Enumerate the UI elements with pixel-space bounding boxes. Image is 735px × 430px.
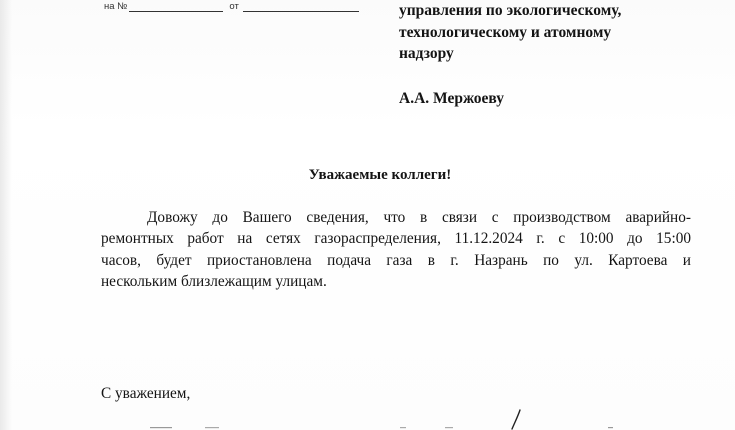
- addressee-block: [399, 0, 621, 65]
- bottom-edge-marks: [0, 423, 735, 430]
- addressee-line: технологическому и атомному: [399, 23, 612, 41]
- body-line: Довожу до Вашего сведения, что в связи с производством аварийно-: [147, 209, 691, 226]
- addressee-name: А.А. Мержоеву: [399, 90, 505, 107]
- body-line: нескольким близлежащим улицам.: [101, 272, 327, 290]
- body-line: часов, будет приостановлена подача газа в г. Назрань по ул. Картоева и: [101, 251, 691, 269]
- letter-body: [101, 207, 691, 292]
- ref-number-label: на №: [104, 1, 128, 12]
- page-edge-shadow: [0, 0, 12, 430]
- ref-date-label: от: [229, 1, 239, 12]
- addressee-line: надзору: [399, 45, 454, 62]
- addressee-line: управления по экологическому,: [399, 2, 622, 19]
- letter-greeting: Уважаемые коллеги!: [308, 167, 452, 183]
- letter-closing: С уважением,: [101, 385, 191, 402]
- ref-number-blank: [129, 2, 223, 12]
- body-line: ремонтных работ на сетях газораспределения, 11.12.2024 г. с 10:00 до 15:00: [101, 230, 691, 248]
- ref-date-blank: [243, 2, 359, 12]
- outgoing-reference-line: [104, 1, 359, 12]
